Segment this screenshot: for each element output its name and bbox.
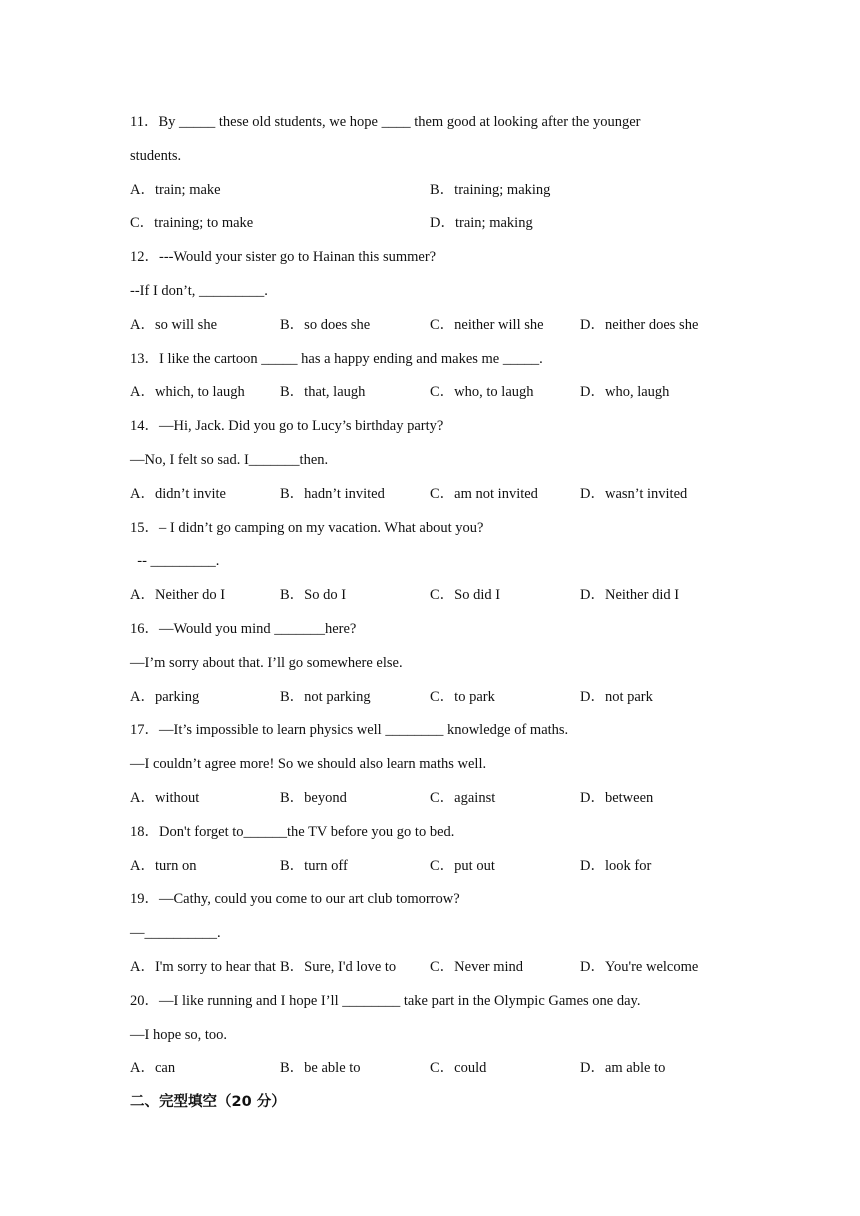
- answer-option: D．between: [580, 789, 654, 806]
- question-list: [130, 110, 730, 1090]
- answer-option: C．put out: [430, 857, 495, 874]
- answer-option: C．could: [430, 1060, 487, 1077]
- answer-option: D．You're welcome: [580, 958, 699, 975]
- answer-option: D．train; making: [430, 215, 533, 232]
- options-row: [130, 685, 730, 719]
- options-row: [130, 380, 730, 414]
- exam-page: [130, 110, 730, 1124]
- question-item: [130, 820, 730, 888]
- answer-option: A．turn on: [130, 857, 197, 874]
- question-item: [130, 989, 730, 1090]
- question-stem: 13．I like the cartoon _____ has a happy ending and makes me _____.: [130, 350, 543, 367]
- answer-option: A．parking: [130, 688, 200, 705]
- question-line: —No, I felt so sad. I_______then.: [130, 451, 329, 468]
- answer-option: C．am not invited: [430, 485, 538, 502]
- answer-option: D．look for: [580, 857, 652, 874]
- question-line: -- _________.: [130, 553, 220, 570]
- answer-option: D．who, laugh: [580, 384, 670, 401]
- answer-option: A．I'm sorry to hear that: [130, 958, 276, 975]
- question-item: [130, 347, 730, 415]
- question-item: [130, 110, 730, 245]
- question-item: [130, 718, 730, 819]
- question-item: [130, 245, 730, 346]
- answer-option: A．which, to laugh: [130, 384, 245, 401]
- answer-option: C．training; to make: [130, 215, 254, 232]
- question-item: [130, 887, 730, 988]
- answer-option: B．Sure, I'd love to: [280, 958, 397, 975]
- answer-option: A．without: [130, 789, 200, 806]
- answer-option: A．train; make: [130, 181, 221, 198]
- answer-option: A．didn’t invite: [130, 485, 226, 502]
- answer-option: B．turn off: [280, 857, 348, 874]
- answer-option: D．not park: [580, 688, 653, 705]
- options-row: [130, 854, 730, 888]
- question-stem: 15．– I didn’t go camping on my vacation. What about you?: [130, 519, 484, 536]
- question-item: [130, 516, 730, 617]
- options-row: [130, 178, 730, 212]
- question-stem: 14．—Hi, Jack. Did you go to Lucy’s birthday party?: [130, 418, 444, 435]
- answer-option: D．Neither did I: [580, 587, 680, 604]
- question-stem: 19．—Cathy, could you come to our art club tomorrow?: [130, 891, 460, 908]
- answer-option: B．so does she: [280, 316, 371, 333]
- options-row: [130, 955, 730, 989]
- answer-option: C．against: [430, 789, 496, 806]
- section-heading: 二、完型填空（20 分）: [130, 1094, 286, 1111]
- question-line: —I’m sorry about that. I’ll go somewhere else.: [130, 654, 403, 671]
- answer-option: B．not parking: [280, 688, 371, 705]
- options-row: [130, 211, 730, 245]
- answer-option: A．so will she: [130, 316, 217, 333]
- answer-option: C．who, to laugh: [430, 384, 534, 401]
- answer-option: B．hadn’t invited: [280, 485, 385, 502]
- question-line: —__________.: [130, 925, 221, 942]
- question-item: [130, 414, 730, 515]
- answer-option: C．So did I: [430, 587, 501, 604]
- question-item: [130, 617, 730, 718]
- answer-option: C．neither will she: [430, 316, 544, 333]
- question-stem: 17．—It’s impossible to learn physics well ________ knowledge of maths.: [130, 722, 569, 739]
- question-stem: 12．---Would your sister go to Hainan this summer?: [130, 249, 437, 266]
- answer-option: C．Never mind: [430, 958, 524, 975]
- question-line: --If I don’t, _________.: [130, 282, 268, 299]
- answer-option: B．So do I: [280, 587, 347, 604]
- question-stem: 18．Don't forget to______the TV before you go to bed.: [130, 823, 455, 840]
- question-line: —I hope so, too.: [130, 1026, 228, 1043]
- options-row: [130, 786, 730, 820]
- question-stem: 16．—Would you mind _______here?: [130, 620, 357, 637]
- answer-option: D．wasn’t invited: [580, 485, 688, 502]
- answer-option: D．am able to: [580, 1060, 666, 1077]
- options-row: [130, 482, 730, 516]
- question-line: —I couldn’t agree more! So we should also learn maths well.: [130, 756, 487, 773]
- answer-option: C．to park: [430, 688, 495, 705]
- answer-option: B．be able to: [280, 1060, 361, 1077]
- question-stem: 11．By _____ these old students, we hope ____ them good at looking after the younger: [130, 114, 641, 130]
- answer-option: D．neither does she: [580, 316, 699, 333]
- answer-option: B．that, laugh: [280, 384, 366, 401]
- options-row: [130, 583, 730, 617]
- answer-option: B．beyond: [280, 789, 347, 806]
- answer-option: A．can: [130, 1060, 176, 1077]
- options-row: [130, 313, 730, 347]
- answer-option: A．Neither do I: [130, 587, 226, 604]
- question-line: students.: [130, 147, 182, 164]
- question-stem: 20．—I like running and I hope I’ll ________ take part in the Olympic Games one day.: [130, 992, 641, 1009]
- answer-option: B．training; making: [430, 181, 551, 198]
- options-row: [130, 1056, 730, 1090]
